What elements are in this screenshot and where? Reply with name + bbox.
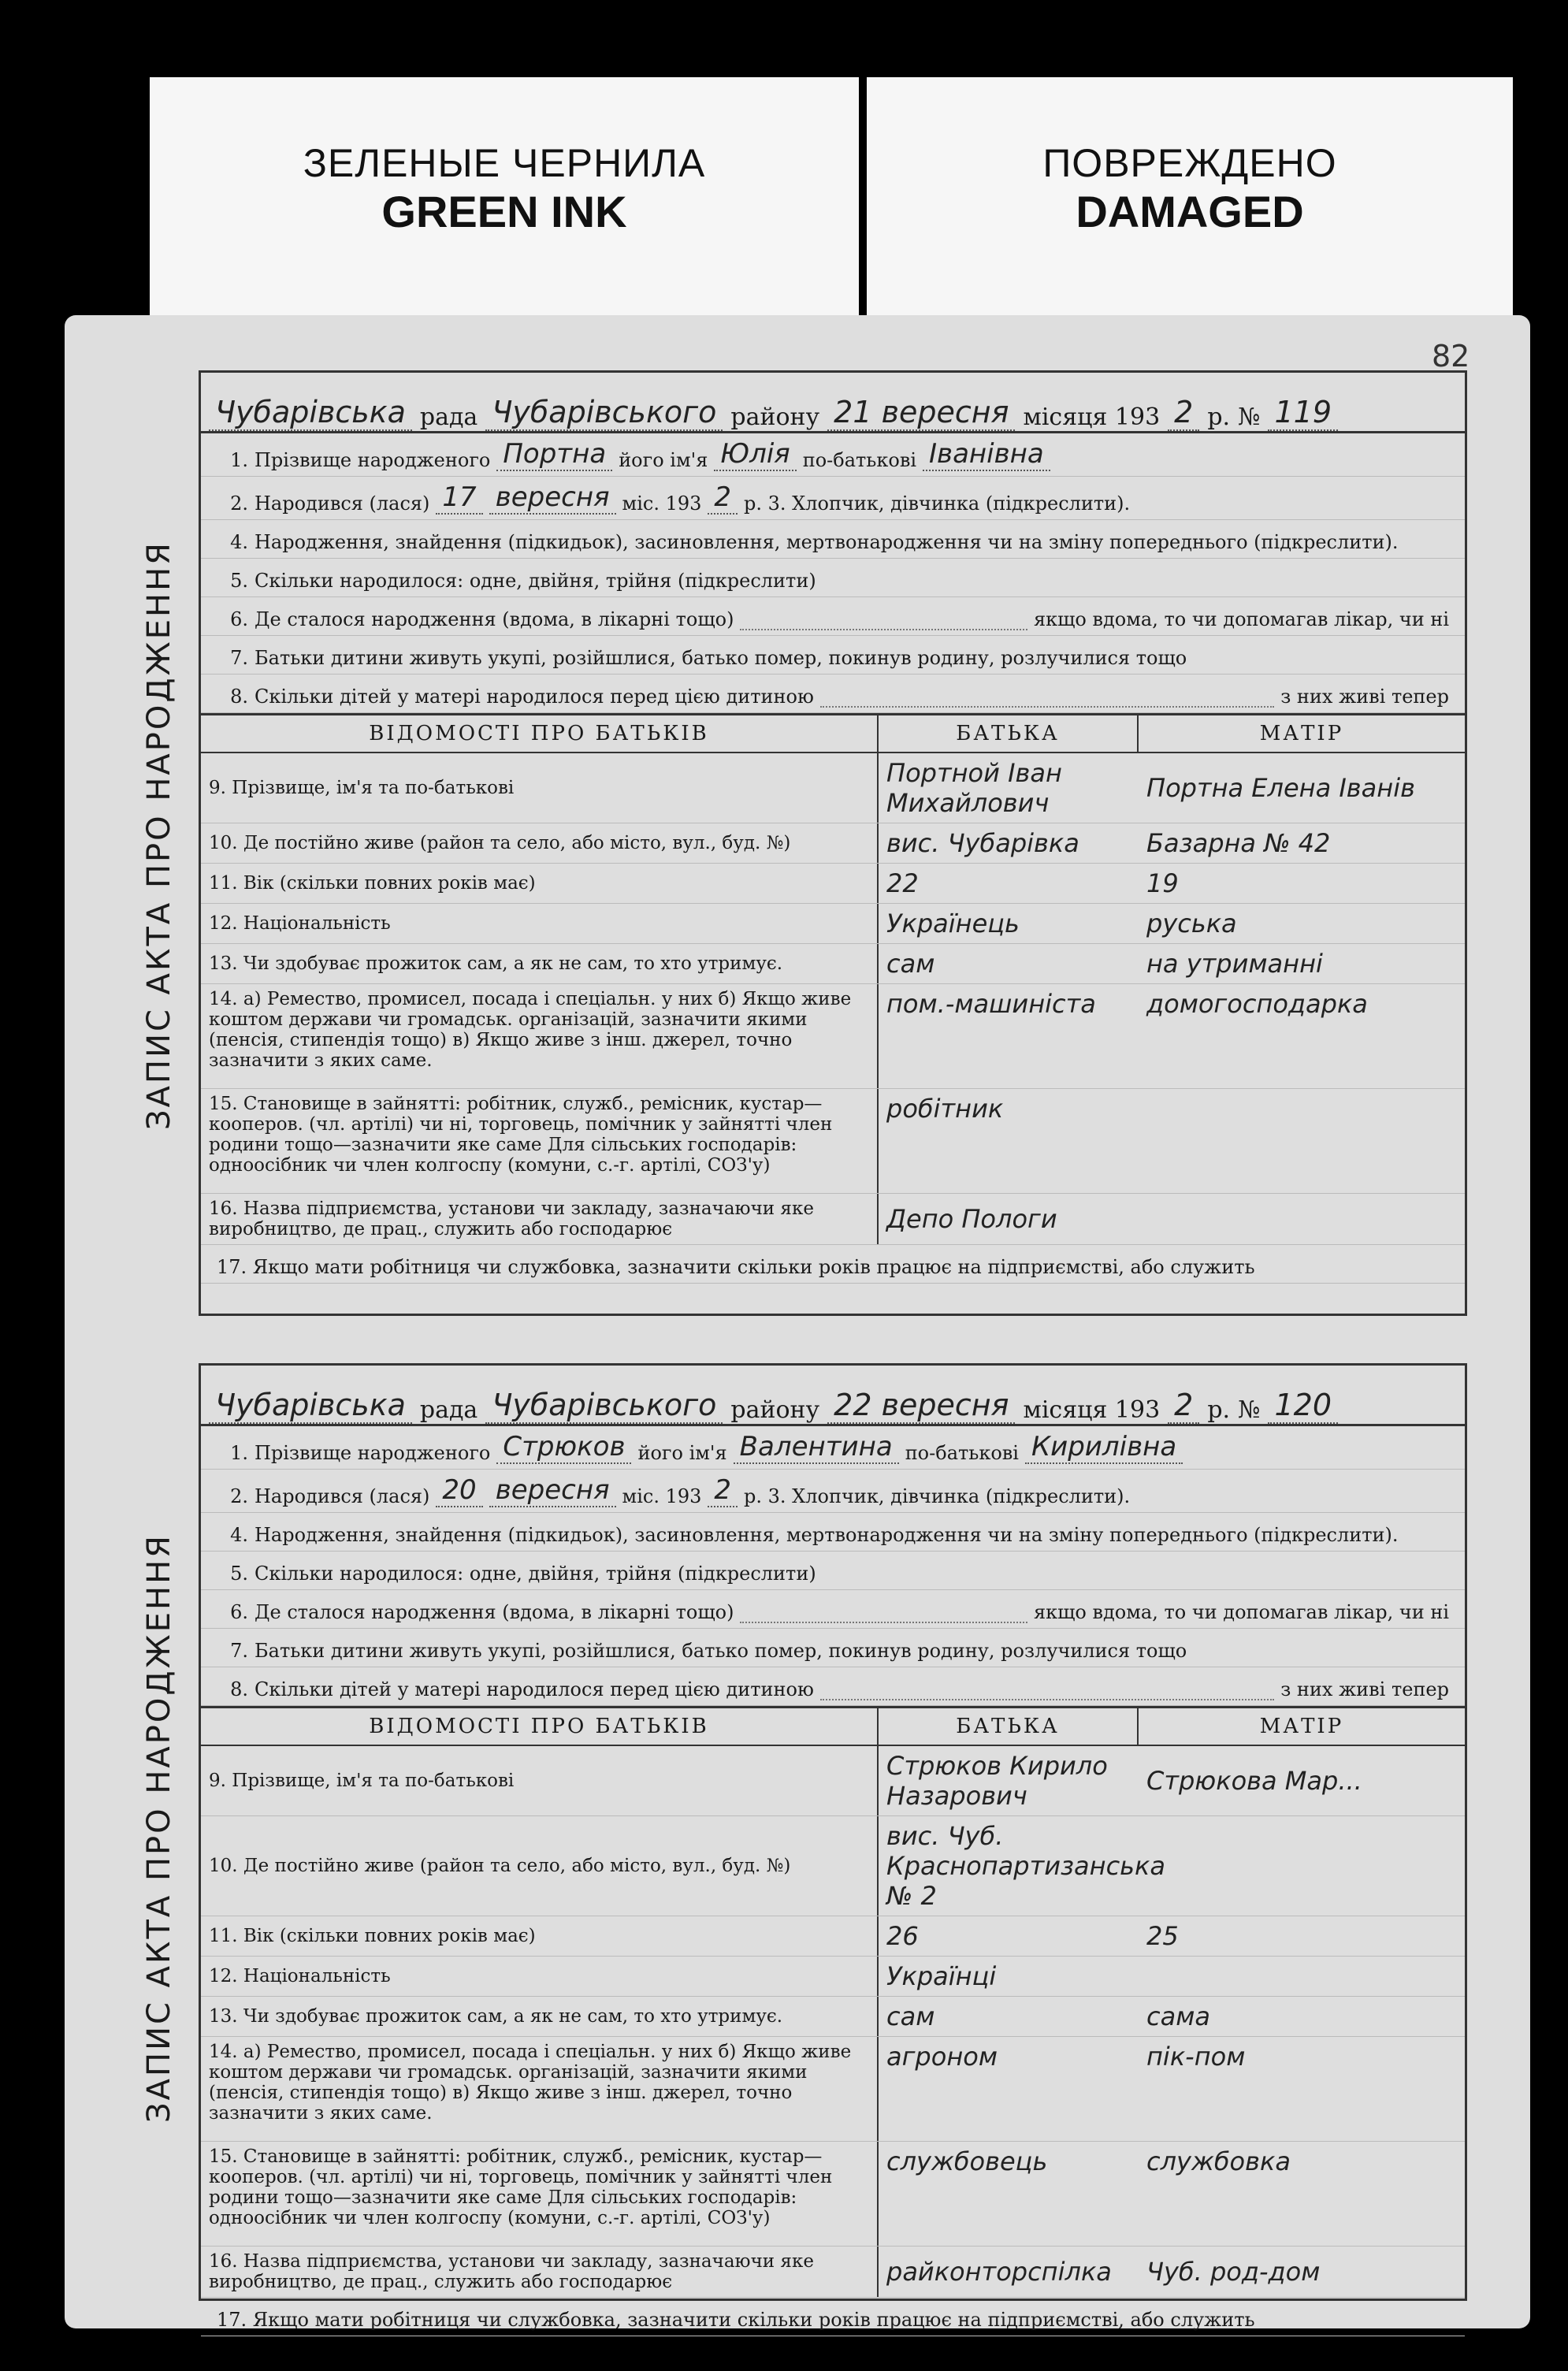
rada-value: Чубарівська: [209, 1388, 412, 1424]
record-form: [199, 370, 1467, 1316]
damaged-ru: ПОВРЕЖДЕНО: [1042, 141, 1337, 185]
row-17: 17. Якщо мати робітниця чи службовка, зазначити скільки років працює на підприємстві, або служить: [201, 2298, 1465, 2336]
name-value: Юлія: [714, 438, 796, 471]
surname-value: Портна: [496, 438, 612, 471]
raion-value: Чубарівського: [485, 1388, 723, 1424]
damaged-en: DAMAGED: [1076, 187, 1304, 236]
parents-row-14: 14. а) Ремество, промисел, посада і спеціальн. у них б) Якщо живе коштом держави чи громадськ. організацій, зазначити якими (пенсія, стипендія тощо) в) Якщо живе з інш. джерел, точно зазначити з яких саме. агроном пік-пом: [201, 2037, 1465, 2142]
rada-value: Чубарівська: [209, 395, 412, 431]
patronymic-value: Кирилівна: [1025, 1431, 1183, 1464]
number-label: №: [1238, 403, 1261, 431]
parents-row-11: 11. Вік (скільки повних років має) 22 19: [201, 864, 1465, 904]
parents-row-11: 11. Вік (скільки повних років має) 26 25: [201, 1916, 1465, 1957]
parents-row-10: 10. Де постійно живе (район та село, або місто, вул., буд. №) вис. Чубарівка Базарна № 42: [201, 823, 1465, 864]
rada-label: рада: [419, 403, 478, 431]
record-header: [201, 1366, 1465, 1426]
row-1: 1. Прізвище народженого Стрюков його ім'я Валентина по-батькові Кирилівна: [201, 1426, 1465, 1470]
name-value: Валентина: [734, 1431, 899, 1464]
parents-row-9: 9. Прізвище, ім'я та по-батькові Стрюков Кирило Назарович Стрюкова Мар...: [201, 1746, 1465, 1816]
birth-record-1: [128, 370, 1483, 1316]
surname-value: Стрюков: [496, 1431, 631, 1464]
row-6: 6. Де сталося народження (вдома, в лікарні тощо) якщо вдома, то чи допомагав лікар, чи ні: [201, 1590, 1465, 1629]
rada-label: рада: [419, 1396, 478, 1424]
parents-row-12: 12. Національність Українці: [201, 1957, 1465, 1997]
month-label: місяця 193: [1023, 403, 1161, 431]
green-ink-en: GREEN INK: [381, 187, 627, 236]
row-4: 4. Народження, знайдення (підкидьок), засиновлення, мертвонародження чи на зміну попереднього (підкреслити).: [201, 520, 1465, 559]
record-number: 120: [1268, 1388, 1338, 1424]
parents-header: ВІДОМОСТІ ПРО БАТЬКІВ БАТЬКА МАТІР: [201, 713, 1465, 753]
month-label: місяця 193: [1023, 1396, 1161, 1424]
parents-header: ВІДОМОСТІ ПРО БАТЬКІВ БАТЬКА МАТІР: [201, 1706, 1465, 1746]
row-5: 5. Скільки народилося: одне, двійня, трійня (підкреслити): [201, 1552, 1465, 1590]
parents-row-16: 16. Назва підприємства, установи чи закладу, зазначаючи яке виробництво, де прац., служить або господарює Депо Пологи: [201, 1194, 1465, 1245]
patronymic-value: Іванівна: [923, 438, 1050, 471]
sheet-number: 82: [1432, 339, 1470, 373]
green-ink-ru: ЗЕЛЕНЫЕ ЧЕРНИЛА: [303, 141, 706, 185]
record-form: [199, 1363, 1467, 2331]
row-17: 17. Якщо мати робітниця чи службовка, зазначити скільки років працює на підприємстві, або служить: [201, 1245, 1465, 1284]
document-page: [65, 315, 1530, 2331]
row-5: 5. Скільки народилося: одне, двійня, трійня (підкреслити): [201, 559, 1465, 597]
row-2: 2. Народився (лася) 20 вересня міс. 193 2 р. 3. Хлопчик, дівчинка (підкреслити).: [201, 1470, 1465, 1513]
parents-row-15: 15. Становище в зайнятті: робітник, служб., ремісник, кустар—кооперов. (чл. артілі) чи ні, торговець, помічник у зайнятті член родини тощо—зазначити яке саме Для сільських господарів: одноосібник чи член колгоспу (комуни, с.-г. артілі, СОЗ'у) службовець службовка: [201, 2142, 1465, 2247]
row-8: 8. Скільки дітей у матері народилося перед цією дитиною з них живі тепер: [201, 675, 1465, 713]
parents-row-10: 10. Де постійно живе (район та село, або місто, вул., буд. №) вис. Чуб. Краснопартизанська № 2: [201, 1816, 1465, 1916]
row-8: 8. Скільки дітей у матері народилося перед цією дитиною з них живі тепер: [201, 1667, 1465, 1706]
parents-row-12: 12. Національність Українець руська: [201, 904, 1465, 944]
row-2: 2. Народився (лася) 17 вересня міс. 193 2 р. 3. Хлопчик, дівчинка (підкреслити).: [201, 477, 1465, 520]
parents-row-15: 15. Становище в зайнятті: робітник, служб., ремісник, кустар—кооперов. (чл. артілі) чи ні, торговець, помічник у зайнятті член родини тощо—зазначити яке саме Для сільських господарів: одноосібник чи член колгоспу (комуни, с.-г. артілі, СОЗ'у) робітник: [201, 1089, 1465, 1194]
parents-row-14: 14. а) Ремество, промисел, посада і спеціальн. у них б) Якщо живе коштом держави чи громадськ. організацій, зазначити якими (пенсія, стипендія тощо) в) Якщо живе з інш. джерел, точно зазначити з яких саме. пом.-машиніста домогосподарка: [201, 984, 1465, 1089]
parents-row-9: 9. Прізвище, ім'я та по-батькові Портной Іван Михайлович Портна Елена Іванів: [201, 753, 1465, 823]
parents-row-13: 13. Чи здобуває прожиток сам, а як не сам, то хто утримує. сам на утриманні: [201, 944, 1465, 984]
date-value: 22 вересня: [827, 1388, 1015, 1424]
number-label: №: [1238, 1396, 1261, 1424]
record-number: 119: [1268, 395, 1338, 431]
year-suffix: р.: [1207, 403, 1231, 431]
row-7: 7. Батьки дитини живуть укупі, розійшлися, батько помер, покинув родину, розлучилися тощо: [201, 636, 1465, 675]
date-value: 21 вересня: [827, 395, 1015, 431]
year-value: 2: [1168, 395, 1199, 431]
birth-record-2: [128, 1363, 1483, 2331]
row-1: 1. Прізвище народженого Портна його ім'я Юлія по-батькові Іванівна: [201, 433, 1465, 477]
raion-value: Чубарівського: [485, 395, 723, 431]
parents-row-16: 16. Назва підприємства, установи чи закладу, зазначаючи яке виробництво, де прац., служить або господарює райконторспілка Чуб. род-дом: [201, 2247, 1465, 2298]
raion-label: району: [730, 403, 820, 431]
row-4: 4. Народження, знайдення (підкидьок), засиновлення, мертвонародження чи на зміну попереднього (підкреслити).: [201, 1513, 1465, 1552]
year-value: 2: [1168, 1388, 1199, 1424]
parents-row-13: 13. Чи здобуває прожиток сам, а як не сам, то хто утримує. сам сама: [201, 1997, 1465, 2037]
row-6: 6. Де сталося народження (вдома, в лікарні тощо) якщо вдома, то чи допомагав лікар, чи ні: [201, 597, 1465, 636]
row-7: 7. Батьки дитини живуть укупі, розійшлися, батько помер, покинув родину, розлучилися тощо: [201, 1629, 1465, 1667]
raion-label: району: [730, 1396, 820, 1424]
side-title: ЗАПИС АКТА ПРО НАРОДЖЕННЯ: [141, 541, 177, 1130]
year-suffix: р.: [1207, 1396, 1231, 1424]
record-header: [201, 373, 1465, 433]
side-title: ЗАПИС АКТА ПРО НАРОДЖЕННЯ: [141, 1533, 177, 2123]
